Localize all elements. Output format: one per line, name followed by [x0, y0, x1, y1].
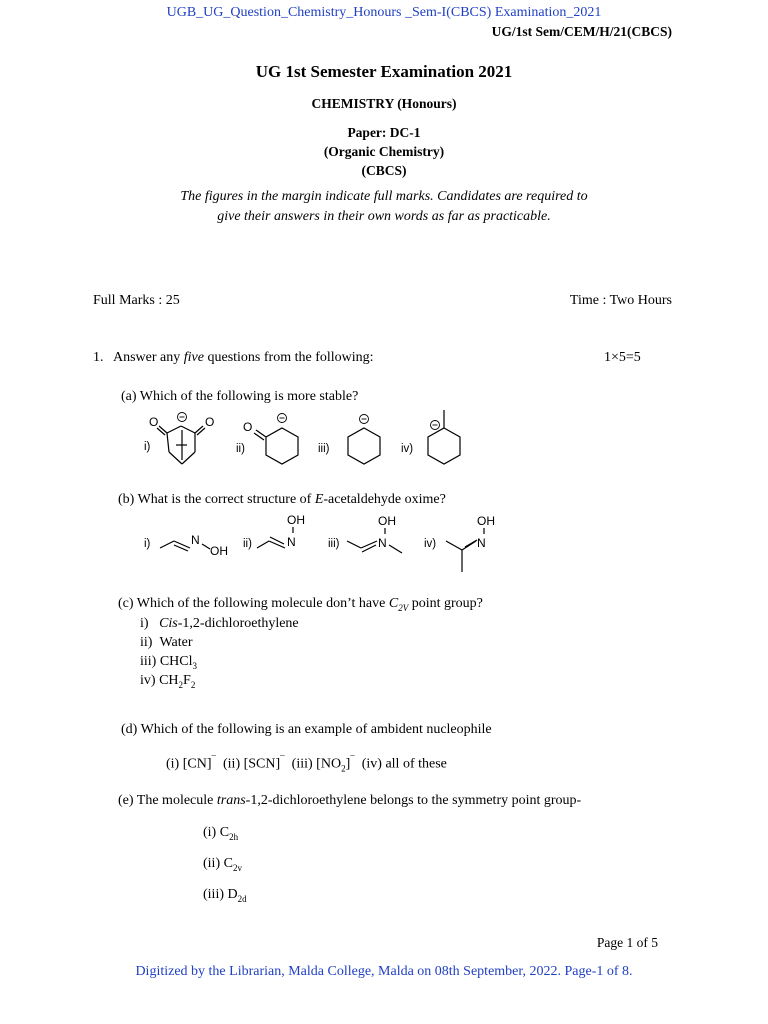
q-a-opt-label: iii) [318, 443, 330, 455]
option-subscript: 2d [237, 893, 247, 904]
q-d-option-3: (iii) [NO [291, 756, 342, 772]
option-text: CH [159, 673, 179, 688]
svg-text:O: O [149, 415, 159, 429]
cyclohexyl-anion-structure [338, 410, 390, 470]
prompt-part: Answer any [113, 350, 184, 365]
option-text: (ii) C [203, 856, 233, 871]
q-d-option-2: (ii) [SCN] [223, 756, 281, 772]
option-number: ii) [140, 635, 153, 650]
q-c-subscript: 2V [398, 602, 409, 613]
svg-text:OH: OH [287, 513, 305, 527]
charge-sign: ¯ [280, 754, 285, 764]
q-e-part: -1,2-dichloroethylene belongs to the symmetry point group- [245, 793, 582, 808]
option-text: -1,2-dichloroethylene [177, 616, 299, 631]
methylcyclohexyl-anion-structure [418, 403, 470, 470]
q-a-opt-label: ii) [236, 443, 245, 455]
q-c-text [118, 596, 483, 613]
oxime-option-iii-structure [345, 512, 407, 556]
q-e-option [203, 856, 242, 873]
svg-text:N: N [191, 533, 200, 547]
q-b-emphasis: E [314, 492, 324, 507]
q-b-opt-label: iii) [328, 538, 340, 550]
q-c-part: (c) Which of the following molecule don’t have [118, 596, 389, 611]
prompt-part: questions from the following: [203, 350, 374, 365]
q-d-option-4: (iv) all of these [361, 756, 447, 772]
q-a-opt-label: iv) [401, 443, 414, 455]
q-b-opt-label: ii) [243, 538, 252, 550]
q-e-option [203, 825, 238, 842]
option-text: (iii) D [203, 887, 238, 902]
q-c-option [140, 673, 195, 690]
q-a-opt-label: i) [144, 441, 151, 453]
option-number: iv) [140, 673, 156, 688]
q-b-opt-label: i) [144, 538, 151, 550]
option-text: CHCl [159, 654, 193, 669]
charge-sign: ¯ [211, 754, 216, 764]
q-c-emphasis: C [388, 596, 399, 611]
question-number: 1. [93, 350, 104, 365]
subject: CHEMISTRY (Honours) [311, 96, 457, 111]
exam-title: UG 1st Semester Examination 2021 [255, 62, 513, 81]
oxime-option-i-structure [158, 528, 240, 558]
q-c-part: point group? [408, 596, 483, 611]
source-line: UGB_UG_Question_Chemistry_Honours _Sem-I(CBCS) Examination_2021 [166, 5, 602, 20]
q-d-option-3-close: ] [345, 756, 351, 772]
scheme: (CBCS) [361, 163, 407, 178]
paper: Paper: DC-1 [347, 125, 421, 140]
q-b-part: -acetaldehyde oxime? [323, 492, 446, 507]
svg-text:O: O [243, 420, 253, 434]
oxime-option-iv-structure [444, 512, 500, 574]
instruction-line-2: give their answers in their own words as far as practicable. [217, 209, 551, 224]
option-subscript: 2v [232, 862, 242, 873]
q-c-option [140, 654, 197, 671]
course: (Organic Chemistry) [323, 144, 445, 159]
q-d-option-1: (i) [CN] [166, 756, 212, 772]
option-prefix: Cis [159, 616, 178, 631]
svg-text:N: N [477, 536, 486, 550]
option-text: (i) C [203, 825, 230, 840]
bicyclic-diketone-anion-structure [145, 408, 215, 470]
instruction-line-1: The figures in the margin indicate full marks. Candidates are required to [180, 189, 588, 204]
oxime-option-ii-structure [255, 512, 315, 552]
q-e-text [118, 793, 581, 809]
q-d-options [166, 754, 447, 773]
svg-text:OH: OH [210, 544, 228, 558]
q-d-text: (d) Which of the following is an example of ambident nucleophile [121, 722, 492, 737]
option-subscript: 2 [178, 679, 184, 690]
page-number: Page 1 of 5 [596, 935, 658, 950]
q-e-option [203, 887, 247, 904]
svg-text:N: N [378, 536, 387, 550]
option-number: iii) [140, 654, 157, 669]
digitized-footer: Digitized by the Librarian, Malda College, Malda on 08th September, 2022. Page-1 of 8. [135, 964, 633, 979]
option-subscript: 2 [190, 679, 196, 690]
prompt-emphasis: five [183, 350, 204, 365]
time: Time : Two Hours [569, 293, 672, 308]
cyclohexanone-anion-structure [238, 410, 308, 470]
option-subscript: 2h [229, 831, 239, 842]
svg-text:N: N [287, 535, 296, 549]
charge-sign: ¯ [350, 754, 355, 764]
q-b-part: (b) What is the correct structure of [118, 492, 315, 507]
q-b-opt-label: iv) [424, 538, 437, 550]
svg-text:OH: OH [378, 514, 396, 528]
q-b-text [118, 492, 446, 508]
q-c-option [140, 635, 193, 651]
q-a-text: (a) Which of the following is more stable? [121, 389, 359, 404]
option-text: Water [159, 635, 193, 650]
svg-text:O: O [205, 415, 215, 429]
paper-code: UG/1st Sem/CEM/H/21(CBCS) [491, 24, 672, 39]
full-marks: Full Marks : 25 [93, 293, 180, 308]
option-number: i) [140, 616, 149, 631]
option-subscript: 3 [192, 660, 198, 671]
q-e-emphasis: trans [216, 793, 246, 808]
svg-text:OH: OH [477, 514, 495, 528]
question-marks: 1×5=5 [604, 350, 641, 365]
question-prompt [113, 350, 374, 366]
q-d-option-3-subscript: 2 [341, 763, 346, 774]
q-e-part: (e) The molecule [118, 793, 217, 808]
q-c-option [140, 616, 299, 632]
option-text: F [183, 673, 191, 688]
